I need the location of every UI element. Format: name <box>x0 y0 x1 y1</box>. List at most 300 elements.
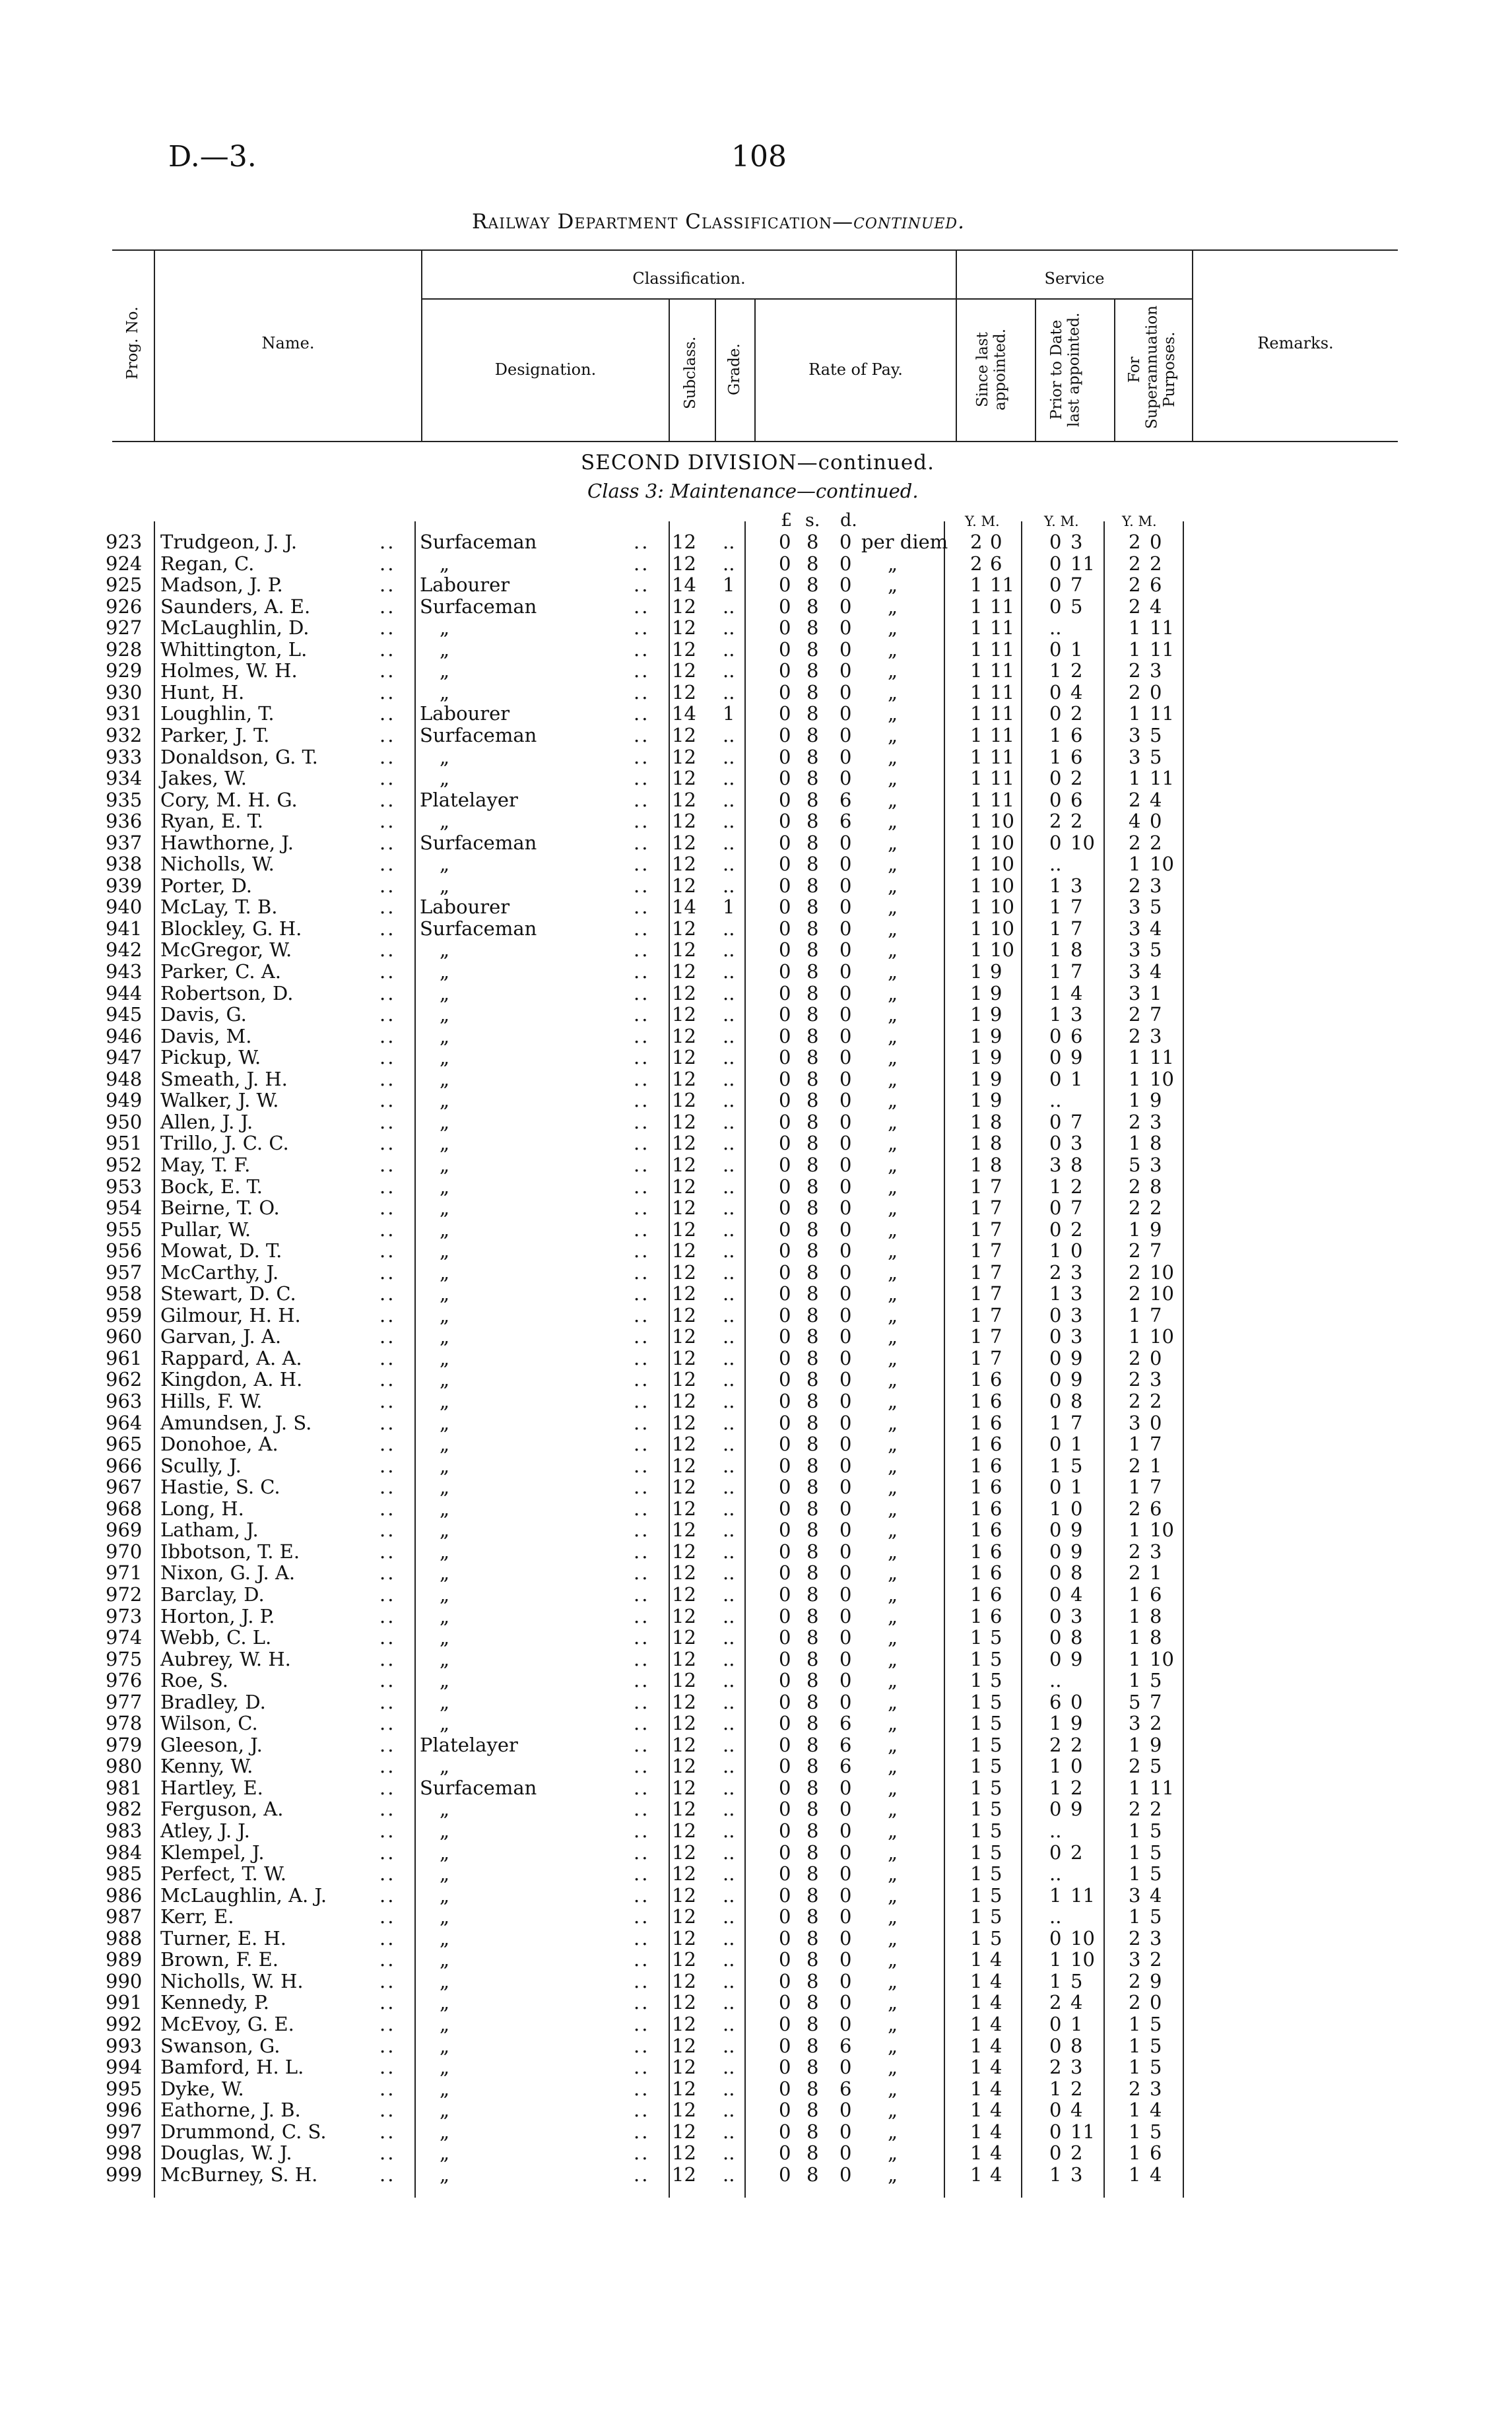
designation-leader-dots: .. <box>634 2012 650 2035</box>
since-months: 10 <box>990 896 1014 919</box>
grade: .. <box>723 1519 735 1542</box>
grade: .. <box>723 659 735 682</box>
table-row <box>0 1047 1512 1068</box>
super-months: 10 <box>1150 1325 1174 1348</box>
rate-shillings: 8 <box>806 1368 819 1391</box>
designation: „ <box>440 552 450 575</box>
super-years: 1 <box>1129 1046 1141 1069</box>
since-months: 6 <box>990 1433 1003 1456</box>
rate-shillings: 8 <box>806 1110 819 1133</box>
grade: .. <box>723 1282 735 1305</box>
rate-pence: 0 <box>839 1411 852 1434</box>
prior-years: .. <box>1049 616 1062 639</box>
table-row <box>0 596 1512 617</box>
employee-name: Latham, J. <box>160 1519 259 1542</box>
since-years: 1 <box>970 1218 983 1241</box>
since-years: 1 <box>970 1905 983 1928</box>
table-row <box>0 639 1512 660</box>
designation-leader-dots: .. <box>634 1604 650 1627</box>
since-months: 11 <box>990 680 1014 704</box>
table-row <box>0 810 1512 832</box>
employee-name: Whittington, L. <box>160 638 308 661</box>
heading-main: Railway Department Classification— <box>472 210 854 234</box>
subclass: 12 <box>672 1218 696 1241</box>
prior-months: 8 <box>1070 1561 1083 1585</box>
designation-leader-dots: .. <box>634 1153 650 1176</box>
since-months: 6 <box>990 1454 1003 1477</box>
grade: .. <box>723 1303 735 1327</box>
prior-months: 4 <box>1070 2099 1083 2122</box>
designation: „ <box>440 1153 450 1176</box>
rate-pounds: 0 <box>779 1089 791 1112</box>
table-row <box>0 1798 1512 1819</box>
prog-no: 952 <box>106 1153 143 1176</box>
grade: .. <box>723 1476 735 1499</box>
grade: .. <box>723 531 735 553</box>
rate-period: „ <box>888 1884 898 1907</box>
designation: „ <box>440 2012 450 2035</box>
grade: .. <box>723 552 735 575</box>
rate-shillings: 8 <box>806 810 819 833</box>
rate-pounds: 0 <box>779 2099 791 2122</box>
super-years: 2 <box>1129 1003 1141 1026</box>
prog-no: 977 <box>106 1690 143 1713</box>
rate-shillings: 8 <box>806 638 819 661</box>
designation-leader-dots: .. <box>634 1089 650 1112</box>
subclass: 12 <box>672 1067 696 1090</box>
rate-period: „ <box>888 1368 898 1391</box>
grade: .. <box>723 1046 735 1069</box>
designation: „ <box>440 1540 450 1563</box>
since-months: 11 <box>990 723 1014 746</box>
prog-no: 933 <box>106 745 143 768</box>
rate-period: „ <box>888 2034 898 2057</box>
designation: Surfaceman <box>420 723 537 746</box>
prog-no: 946 <box>106 1024 143 1047</box>
subclass: 12 <box>672 810 696 833</box>
subclass: 12 <box>672 745 696 768</box>
since-years: 1 <box>970 1239 983 1262</box>
super-years: 1 <box>1129 767 1141 790</box>
since-years: 1 <box>970 2163 983 2186</box>
prior-years: 0 <box>1049 788 1062 811</box>
prog-no: 957 <box>106 1261 143 1284</box>
employee-name: Robertson, D. <box>160 981 294 1004</box>
prior-months: 5 <box>1070 1454 1083 1477</box>
super-months: 5 <box>1150 2120 1162 2143</box>
prog-no: 949 <box>106 1089 143 1112</box>
designation-leader-dots: .. <box>634 938 650 962</box>
prog-no: 999 <box>106 2163 143 2186</box>
subclass: 12 <box>672 2034 696 2057</box>
header-classification: Classification. <box>632 269 746 288</box>
grade: .. <box>723 680 735 704</box>
table-row <box>0 918 1512 939</box>
prior-years: 0 <box>1049 1303 1062 1327</box>
super-years: 2 <box>1129 1540 1141 1563</box>
name-leader-dots: .. <box>379 1346 396 1369</box>
grade: .. <box>723 788 735 811</box>
since-years: 1 <box>970 1991 983 2014</box>
prior-months: 6 <box>1070 745 1083 768</box>
prog-no: 985 <box>106 1862 143 1885</box>
designation-leader-dots: .. <box>634 1239 650 1262</box>
super-months: 1 <box>1150 981 1162 1004</box>
name-leader-dots: .. <box>379 1067 396 1090</box>
rate-period: „ <box>888 1153 898 1176</box>
since-years: 1 <box>970 1024 983 1047</box>
prior-years: 1 <box>1049 938 1062 962</box>
prior-months: 7 <box>1070 960 1083 983</box>
prog-no: 964 <box>106 1411 143 1434</box>
employee-name: Ryan, E. T. <box>160 810 264 833</box>
super-months: 7 <box>1150 1476 1162 1499</box>
designation: „ <box>440 960 450 983</box>
designation: „ <box>440 659 450 682</box>
rate-pounds: 0 <box>779 1261 791 1284</box>
since-months: 5 <box>990 1905 1003 1928</box>
rate-pence: 0 <box>839 1153 852 1176</box>
table-row <box>0 1627 1512 1648</box>
rate-shillings: 8 <box>806 1089 819 1112</box>
prior-years: 0 <box>1049 1519 1062 1542</box>
rate-period: „ <box>888 831 898 854</box>
rate-shillings: 8 <box>806 552 819 575</box>
rate-pence: 0 <box>839 1089 852 1112</box>
prior-years: 3 <box>1049 1153 1062 1176</box>
employee-name: Bock, E. T. <box>160 1175 263 1198</box>
subclass: 12 <box>672 531 696 553</box>
prior-months: 3 <box>1070 2056 1083 2079</box>
rate-shillings: 8 <box>806 531 819 553</box>
super-years: 2 <box>1129 874 1141 897</box>
header-bottom-rule <box>112 441 1398 442</box>
designation-leader-dots: .. <box>634 1454 650 1477</box>
super-months: 11 <box>1150 767 1174 790</box>
rate-pounds: 0 <box>779 1862 791 1885</box>
prog-no: 938 <box>106 853 143 876</box>
grade: .. <box>723 1969 735 1992</box>
header-designation: Designation. <box>494 360 597 379</box>
employee-name: Trudgeon, J. J. <box>160 531 298 553</box>
rate-pounds: 0 <box>779 1819 791 1842</box>
prior-years: 0 <box>1049 2099 1062 2122</box>
name-leader-dots: .. <box>379 1905 396 1928</box>
super-months: 9 <box>1150 1218 1162 1241</box>
rate-shillings: 8 <box>806 2077 819 2100</box>
prior-years: 0 <box>1049 1798 1062 1821</box>
since-months: 5 <box>990 1669 1003 1692</box>
grade: .. <box>723 1239 735 1262</box>
designation: „ <box>440 1303 450 1327</box>
subclass: 12 <box>672 1647 696 1670</box>
rate-pence: 0 <box>839 1519 852 1542</box>
designation: „ <box>440 1067 450 1090</box>
super-months: 8 <box>1150 1175 1162 1198</box>
designation: „ <box>440 1755 450 1778</box>
rate-pence: 0 <box>839 1346 852 1369</box>
designation: „ <box>440 1132 450 1155</box>
prog-no: 965 <box>106 1433 143 1456</box>
rate-pounds: 0 <box>779 1175 791 1198</box>
designation: „ <box>440 1476 450 1499</box>
table-row <box>0 1670 1512 1691</box>
subclass: 12 <box>672 1926 696 1949</box>
rate-period: „ <box>888 1454 898 1477</box>
prog-no: 987 <box>106 1905 143 1928</box>
designation: „ <box>440 680 450 704</box>
subclass: 12 <box>672 1411 696 1434</box>
subclass: 12 <box>672 2099 696 2122</box>
prior-months: 9 <box>1070 1798 1083 1821</box>
grade: .. <box>723 1346 735 1369</box>
designation: „ <box>440 2099 450 2122</box>
designation: „ <box>440 810 450 833</box>
designation: Surfaceman <box>420 531 537 553</box>
rate-pounds: 0 <box>779 960 791 983</box>
employee-name: Nixon, G. J. A. <box>160 1561 296 1585</box>
table-row <box>0 853 1512 874</box>
prior-years: 0 <box>1049 552 1062 575</box>
rate-pounds: 0 <box>779 638 791 661</box>
since-years: 1 <box>970 896 983 919</box>
rate-shillings: 8 <box>806 938 819 962</box>
name-leader-dots: .. <box>379 960 396 983</box>
rate-pence: 0 <box>839 1067 852 1090</box>
designation: „ <box>440 1969 450 1992</box>
rate-pounds: 0 <box>779 1733 791 1756</box>
designation-leader-dots: .. <box>634 2142 650 2165</box>
grade: .. <box>723 1712 735 1735</box>
rate-shillings: 8 <box>806 1776 819 1799</box>
name-leader-dots: .. <box>379 1196 396 1220</box>
super-months: 2 <box>1150 831 1162 854</box>
since-months: 10 <box>990 917 1014 940</box>
shillings-unit: s. <box>805 510 820 531</box>
name-leader-dots: .. <box>379 2077 396 2100</box>
employee-name: McCarthy, J. <box>160 1261 279 1284</box>
name-leader-dots: .. <box>379 1669 396 1692</box>
designation: „ <box>440 745 450 768</box>
super-months: 5 <box>1150 1841 1162 1864</box>
name-leader-dots: .. <box>379 1282 396 1305</box>
name-leader-dots: .. <box>379 659 396 682</box>
table-row <box>0 1971 1512 1992</box>
rate-pence: 0 <box>839 1476 852 1499</box>
table-row <box>0 1090 1512 1111</box>
rate-period: „ <box>888 702 898 725</box>
rate-pounds: 0 <box>779 981 791 1004</box>
employee-name: Amundsen, J. S. <box>160 1411 312 1434</box>
rate-shillings: 8 <box>806 2012 819 2035</box>
super-years: 2 <box>1129 573 1141 597</box>
grade: .. <box>723 1669 735 1692</box>
designation-leader-dots: .. <box>634 1433 650 1456</box>
prior-months: 2 <box>1070 2077 1083 2100</box>
designation-leader-dots: .. <box>634 1046 650 1069</box>
rate-pounds: 0 <box>779 2034 791 2057</box>
col-divider <box>669 298 670 441</box>
prior-years: 0 <box>1049 1325 1062 1348</box>
grade: .. <box>723 2099 735 2122</box>
name-leader-dots: .. <box>379 1583 396 1606</box>
subclass: 12 <box>672 1346 696 1369</box>
designation-leader-dots: .. <box>634 1024 650 1047</box>
since-months: 9 <box>990 1089 1003 1112</box>
super-years: 1 <box>1129 702 1141 725</box>
employee-name: Dyke, W. <box>160 2077 244 2100</box>
rate-pence: 6 <box>839 1733 852 1756</box>
rate-shillings: 8 <box>806 1926 819 1949</box>
rate-pounds: 0 <box>779 2077 791 2100</box>
subclass: 12 <box>672 1476 696 1499</box>
rate-shillings: 8 <box>806 981 819 1004</box>
rate-pence: 0 <box>839 1905 852 1928</box>
employee-name: Donohoe, A. <box>160 1433 279 1456</box>
since-years: 1 <box>970 2077 983 2100</box>
rate-pence: 0 <box>839 1690 852 1713</box>
subclass: 12 <box>672 1003 696 1026</box>
super-years: 1 <box>1129 1604 1141 1627</box>
designation: „ <box>440 638 450 661</box>
prior-months: 3 <box>1070 1604 1083 1627</box>
name-leader-dots: .. <box>379 2012 396 2035</box>
designation-leader-dots: .. <box>634 2120 650 2143</box>
rate-period: „ <box>888 1841 898 1864</box>
rate-shillings: 8 <box>806 1626 819 1649</box>
prior-months: 4 <box>1070 1991 1083 2014</box>
prior-months: 4 <box>1070 680 1083 704</box>
super-years: 2 <box>1129 1926 1141 1949</box>
table-row <box>0 1562 1512 1583</box>
since-months: 7 <box>990 1325 1003 1348</box>
designation: „ <box>440 1433 450 1456</box>
prog-no: 982 <box>106 1798 143 1821</box>
since-years: 1 <box>970 1519 983 1542</box>
rate-pounds: 0 <box>779 1604 791 1627</box>
rate-shillings: 8 <box>806 831 819 854</box>
prior-months: 4 <box>1070 981 1083 1004</box>
grade: .. <box>723 1561 735 1585</box>
employee-name: McGregor, W. <box>160 938 292 962</box>
rate-shillings: 8 <box>806 680 819 704</box>
employee-name: Pullar, W. <box>160 1218 251 1241</box>
prior-years: 1 <box>1049 874 1062 897</box>
rate-pence: 0 <box>839 1948 852 1971</box>
table-row <box>0 1606 1512 1627</box>
prior-years: 0 <box>1049 1583 1062 1606</box>
designation-leader-dots: .. <box>634 767 650 790</box>
prior-months: 1 <box>1070 1067 1083 1090</box>
name-leader-dots: .. <box>379 1046 396 1069</box>
since-months: 10 <box>990 831 1014 854</box>
name-leader-dots: .. <box>379 1626 396 1649</box>
prior-years: 1 <box>1049 1239 1062 1262</box>
name-leader-dots: .. <box>379 616 396 639</box>
table-row <box>0 1004 1512 1025</box>
designation: „ <box>440 1218 450 1241</box>
designation: „ <box>440 1991 450 2014</box>
prog-no: 967 <box>106 1476 143 1499</box>
subclass: 12 <box>672 1024 696 1047</box>
name-leader-dots: .. <box>379 573 396 597</box>
since-years: 1 <box>970 938 983 962</box>
rate-pounds: 0 <box>779 2120 791 2143</box>
prior-years: 0 <box>1049 1024 1062 1047</box>
table-row <box>0 1262 1512 1283</box>
prior-months: 6 <box>1070 723 1083 746</box>
designation-leader-dots: .. <box>634 788 650 811</box>
rate-pence: 0 <box>839 1862 852 1885</box>
rate-period: „ <box>888 788 898 811</box>
designation-leader-dots: .. <box>634 981 650 1004</box>
designation-leader-dots: .. <box>634 1733 650 1756</box>
since-months: 5 <box>990 1841 1003 1864</box>
rate-pounds: 0 <box>779 810 791 833</box>
rate-period: „ <box>888 1046 898 1069</box>
rate-pounds: 0 <box>779 1346 791 1369</box>
super-years: 3 <box>1129 981 1141 1004</box>
rate-shillings: 8 <box>806 1261 819 1284</box>
table-row <box>0 1949 1512 1970</box>
prior-months: 8 <box>1070 938 1083 962</box>
subclass: 12 <box>672 1175 696 1198</box>
rate-shillings: 8 <box>806 1561 819 1585</box>
super-months: 3 <box>1150 1153 1162 1176</box>
grade: 1 <box>723 702 735 725</box>
since-months: 11 <box>990 702 1014 725</box>
designation-leader-dots: .. <box>634 1884 650 1907</box>
grade: .. <box>723 1948 735 1971</box>
super-months: 6 <box>1150 1583 1162 1606</box>
rate-shillings: 8 <box>806 1948 819 1971</box>
since-months: 9 <box>990 1003 1003 1026</box>
table-row <box>0 531 1512 552</box>
rate-period: „ <box>888 573 898 597</box>
super-years: 1 <box>1129 1325 1141 1348</box>
rate-period: „ <box>888 1282 898 1305</box>
employee-name: Bamford, H. L. <box>160 2056 304 2079</box>
super-months: 10 <box>1150 1519 1174 1542</box>
rate-shillings: 8 <box>806 1003 819 1026</box>
rate-pounds: 0 <box>779 1282 791 1305</box>
super-years: 5 <box>1129 1153 1141 1176</box>
rate-shillings: 8 <box>806 1733 819 1756</box>
super-months: 0 <box>1150 810 1162 833</box>
designation: Surfaceman <box>420 1776 537 1799</box>
rate-pounds: 0 <box>779 1776 791 1799</box>
rate-period: „ <box>888 1390 898 1412</box>
name-leader-dots: .. <box>379 1476 396 1499</box>
rate-shillings: 8 <box>806 702 819 725</box>
prior-years: .. <box>1049 853 1062 876</box>
subclass: 12 <box>672 2142 696 2165</box>
since-years: 1 <box>970 1153 983 1176</box>
super-years: 1 <box>1129 1669 1141 1692</box>
table-row <box>0 1240 1512 1261</box>
since-months: 10 <box>990 810 1014 833</box>
since-months: 5 <box>990 1819 1003 1842</box>
prior-months: 5 <box>1070 595 1083 618</box>
table-row <box>0 1906 1512 1927</box>
designation-leader-dots: .. <box>634 702 650 725</box>
table-row <box>0 1498 1512 1519</box>
employee-name: Madson, J. P. <box>160 573 283 597</box>
rate-pence: 0 <box>839 1669 852 1692</box>
super-years: 1 <box>1129 1519 1141 1542</box>
employee-name: Davis, G. <box>160 1003 247 1026</box>
prior-years: 1 <box>1049 1712 1062 1735</box>
